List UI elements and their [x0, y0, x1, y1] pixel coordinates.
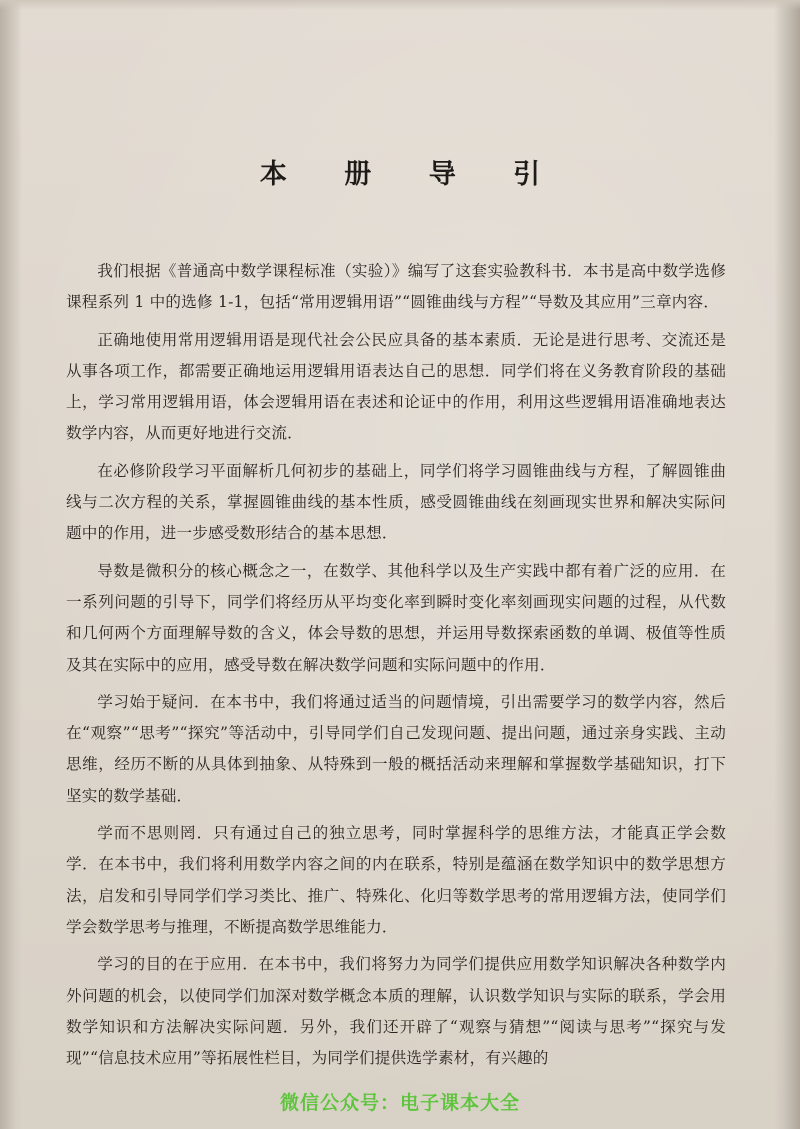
paragraph-logic: 正确地使用常用逻辑用语是现代社会公民应具备的基本素质．无论是进行思考、交流还是从事各项工作，都需要正确地运用逻辑用语表达自己的思想．同学们将在义务教育阶段的基础上，学习常用逻辑用语，体会逻辑用语在表述和论证中的作用，利用这些逻辑用语准确地表达数学内容，从而更好地进行交流．	[66, 330, 726, 443]
page-edge-top	[0, 0, 800, 10]
paragraph-intro: 我们根据《普通高中数学课程标准（实验）》编写了这套实验教科书．本书是高中数学选修课程系列 1 中的选修 1-1，包括“常用逻辑用语”“圆锥曲线与方程”“导数及其应用”三章内容．	[66, 262, 726, 312]
document-body	[66, 256, 726, 1080]
footer-watermark: 微信公众号：电子课本大全	[279, 1092, 520, 1114]
paragraph-conics: 在必修阶段学习平面解析几何初步的基础上，同学们将学习圆锥曲线与方程，了解圆锥曲线与二次方程的关系，掌握圆锥曲线的基本性质，感受圆锥曲线在刻画现实世界和解决实际问题中的作用，进一步感受数形结合的基本思想．	[66, 461, 726, 543]
paragraph-thinking: 学而不思则罔．只有通过自己的独立思考，同时掌握科学的思维方法，才能真正学会数学．在本书中，我们将利用数学内容之间的内在联系，特别是蕴涵在数学知识中的数学思想方法，启发和引导同学们学习类比、推广、特殊化、化归等数学思考的常用逻辑方法，使同学们学会数学思考与推理，不断提高数学思维能力．	[66, 824, 726, 936]
page-title: 本 册 导 引	[259, 159, 565, 190]
paragraph-application: 学习的目的在于应用．在本书中，我们将努力为同学们提供应用数学知识解决各种数学内外问题的机会，以使同学们加深对数学概念本质的理解，认识数学知识与实际的联系，学会用数学知识和方法解决实际问题．另外，我们还开辟了“观察与猜想”“阅读与思考”“探究与发现”“信息技术应用”等拓展性栏目，为同学们提供选学素材，有兴趣的	[66, 955, 726, 1068]
paragraph-questions: 学习始于疑问．在本书中，我们将通过适当的问题情境，引出需要学习的数学内容，然后在“观察”“思考”“探究”等活动中，引导同学们自己发现问题、提出问题，通过亲身实践、主动思维，经历不断的从具体到抽象、从特殊到一般的概括活动来理解和掌握数学基础知识，打下坚实的数学基础．	[66, 692, 726, 805]
paragraph-derivatives: 导数是微积分的核心概念之一，在数学、其他科学以及生产实践中都有着广泛的应用．在一系列问题的引导下，同学们将经历从平均变化率到瞬时变化率刻画现实问题的过程，从代数和几何两个方面理解导数的含义，体会导数的思想，并运用导数探索函数的单调、极值等性质及其在实际中的应用，感受导数在解决数学问题和实际问题中的作用．	[66, 561, 726, 674]
